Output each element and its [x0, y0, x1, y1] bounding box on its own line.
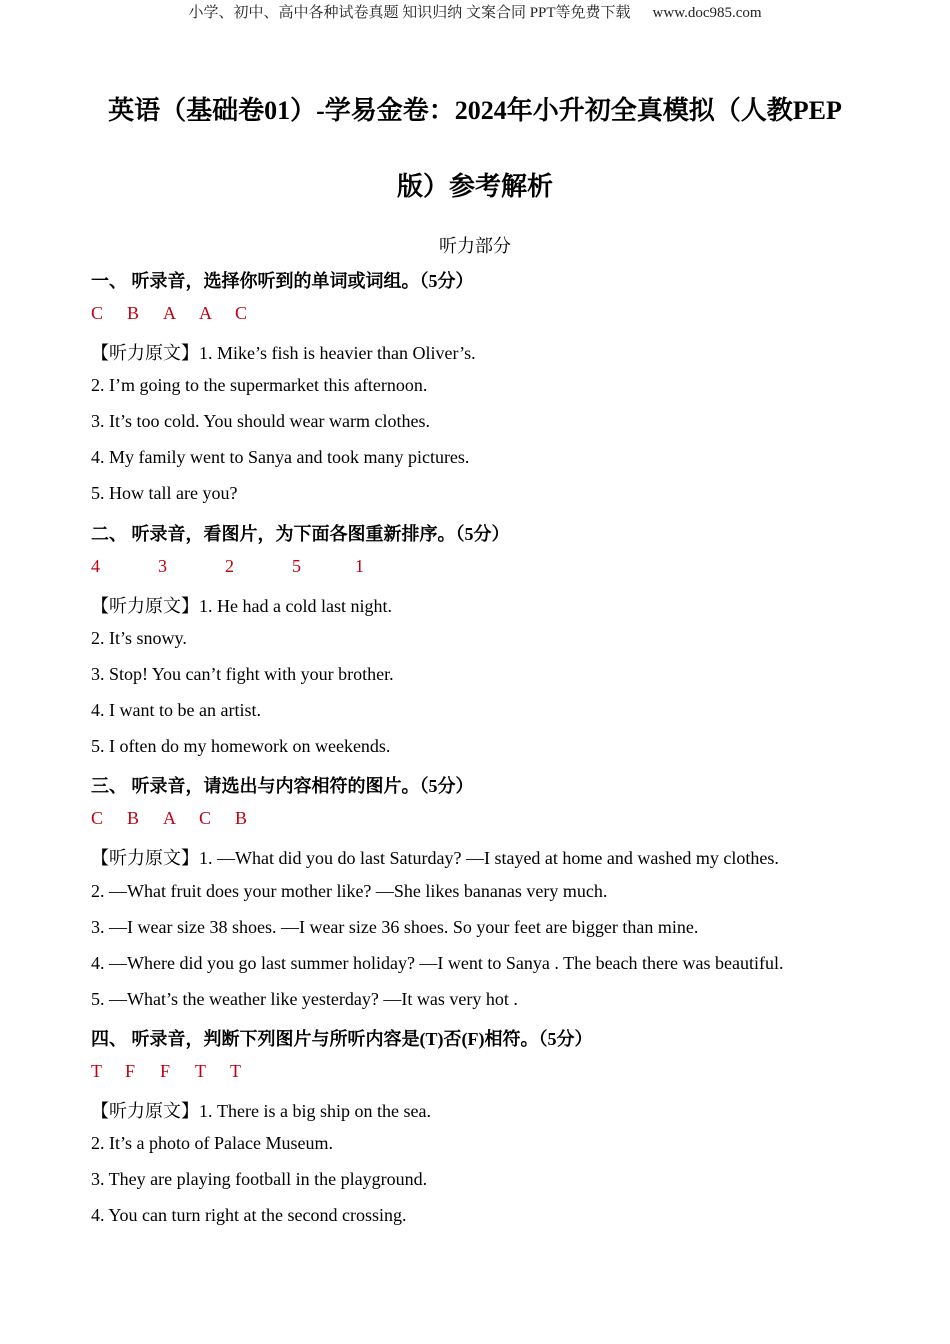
transcript-line: 【听力原文】1. He had a cold last night.: [91, 596, 392, 616]
answer: B: [235, 808, 248, 828]
transcript-line: 4. My family went to Sanya and took many pictures.: [91, 447, 470, 467]
transcript-line: 2. It’s a photo of Palace Museum.: [91, 1133, 333, 1153]
section-4-heading: 四、 听录音，判断下列图片与所听内容是(T)否(F)相符。（5分）: [91, 1029, 593, 1049]
section-1-answers: [91, 303, 247, 324]
answer: C: [235, 303, 248, 323]
section-3-heading: 三、 听录音，请选出与内容相符的图片。（5分）: [91, 776, 474, 796]
answer: T: [230, 1061, 241, 1081]
section-2-heading: 二、 听录音，看图片，为下面各图重新排序。（5分）: [91, 524, 510, 544]
section-2-answers: [91, 556, 364, 577]
answer: T: [195, 1061, 206, 1081]
transcript-line: 5. I often do my homework on weekends.: [91, 736, 391, 756]
transcript-line: 4. I want to be an artist.: [91, 700, 261, 720]
transcript-line: 5. How tall are you?: [91, 483, 238, 503]
transcript-line: 4. —Where did you go last summer holiday? —I went to Sanya . The beach there was beautiful.: [91, 953, 784, 973]
transcript-line: 【听力原文】1. There is a big ship on the sea.: [91, 1101, 431, 1121]
answer: 5: [292, 556, 301, 576]
section-4-answers: [91, 1061, 241, 1082]
header-text: 小学、初中、高中各种试卷真题 知识归纳 文案合同 PPT等免费下载: [188, 5, 631, 21]
transcript-line: 3. —I wear size 38 shoes. —I wear size 36 shoes. So your feet are bigger than mine.: [91, 917, 699, 937]
answer: C: [91, 808, 104, 828]
answer: B: [127, 303, 140, 323]
answer: T: [91, 1061, 102, 1081]
answer: B: [127, 808, 140, 828]
transcript-line: 3. Stop! You can’t fight with your brother.: [91, 664, 394, 684]
transcript-line: 3. It’s too cold. You should wear warm clothes.: [91, 411, 430, 431]
answer: A: [199, 303, 212, 323]
answer: A: [163, 303, 176, 323]
transcript-line: 2. —What fruit does your mother like? —She likes bananas very much.: [91, 881, 608, 901]
section-3-answers: [91, 808, 247, 829]
answer: 4: [91, 556, 100, 576]
transcript-line: 4. You can turn right at the second crossing.: [91, 1205, 407, 1225]
transcript-line: 5. —What’s the weather like yesterday? —It was very hot .: [91, 989, 518, 1009]
answer: 2: [225, 556, 234, 576]
section-subtitle: 听力部分: [439, 236, 511, 256]
transcript-line: 2. It’s snowy.: [91, 628, 187, 648]
answer: F: [160, 1061, 171, 1081]
document-title-line-1: 英语（基础卷01）-学易金卷：2024年小升初全真模拟（人教PEP: [108, 96, 842, 125]
transcript-line: 2. I’m going to the supermarket this afternoon.: [91, 375, 428, 395]
document-title-line-2: 版）参考解析: [396, 172, 553, 201]
page-header: [0, 1, 950, 22]
answer: A: [163, 808, 176, 828]
answer: C: [199, 808, 212, 828]
section-1-heading: 一、 听录音，选择你听到的单词或词组。（5分）: [91, 271, 474, 291]
answer: 1: [355, 556, 364, 576]
transcript-line: 【听力原文】1. —What did you do last Saturday? —I stayed at home and washed my clothes.: [91, 848, 779, 868]
transcript-line: 3. They are playing football in the playground.: [91, 1169, 428, 1189]
answer: F: [125, 1061, 136, 1081]
answer: 3: [158, 556, 167, 576]
header-site: www.doc985.com: [652, 5, 762, 21]
answer: C: [91, 303, 104, 323]
transcript-line: 【听力原文】1. Mike’s fish is heavier than Oliver’s.: [91, 343, 476, 363]
